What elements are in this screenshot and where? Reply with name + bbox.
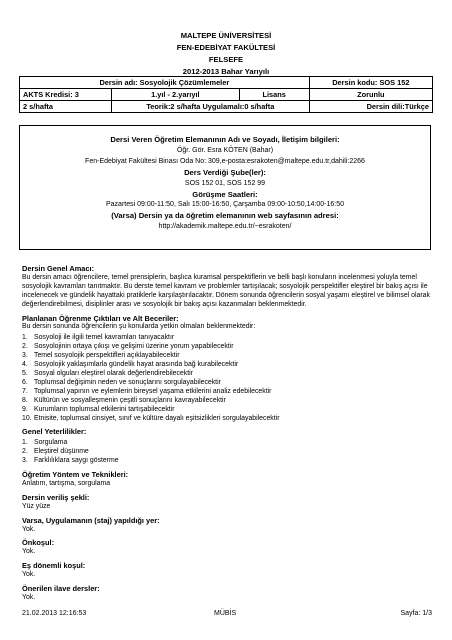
language-cell: Dersin dili:Türkçe bbox=[309, 101, 432, 113]
list-item: 3. Temel sosyolojik perspektifleri açıklayabilecektir bbox=[22, 352, 180, 360]
corequisite-text: Yok. bbox=[22, 571, 36, 579]
outcomes-intro: Bu dersin sonunda öğrencilerin şu konularda yetkin olmaları beklenmektedir: bbox=[22, 323, 256, 331]
list-item: 2. Eleştirel düşünme bbox=[22, 448, 89, 456]
internship-title: Varsa, Uygulamanın (staj) yapıldığı yer: bbox=[22, 515, 160, 525]
list-item: 10. Etnisite, toplumsal cinsiyet, sınıf ve kültüre dayalı eşitsizlikleri sorgulayabilecektir bbox=[22, 414, 280, 422]
course-type-cell: Zorunlu bbox=[309, 89, 432, 101]
list-item: 4. Sosyolojik yaklaşımlarla gündelik hayat arasında bağ kurabilecektir bbox=[22, 361, 239, 369]
office-hours-title: Görüşme Saatleri: bbox=[192, 189, 258, 199]
outcomes-list bbox=[22, 334, 434, 423]
delivery-title: Dersin veriliş şekli: bbox=[22, 492, 90, 502]
methods-text: Anlatım, tartışma, sorgulama bbox=[22, 479, 111, 487]
document-header bbox=[0, 0, 452, 78]
general-competence-list bbox=[22, 439, 434, 466]
instructor-box bbox=[19, 125, 431, 250]
theory-practice-cell: Teorik:2 s/hafta Uygulamalı:0 s/hafta bbox=[112, 101, 310, 113]
course-code-cell: Dersin kodu: SOS 152 bbox=[309, 77, 432, 89]
prerequisite-text: Yok. bbox=[22, 548, 36, 556]
instructor-title: Dersi Veren Öğretim Elemanının Adı ve Soyadı, İletişim bilgileri: bbox=[110, 135, 340, 144]
branch-list: SOS 152 01, SOS 152 99 bbox=[184, 179, 266, 187]
footer-system: MÜBİS bbox=[214, 610, 237, 617]
course-info-table bbox=[19, 76, 433, 113]
weekly-hours-cell: 2 s/hafta bbox=[20, 101, 112, 113]
level-cell: Lisans bbox=[239, 89, 309, 101]
recommended-text: Yok. bbox=[22, 594, 36, 601]
footer-page-number: Sayfa: 1/3 bbox=[400, 610, 432, 617]
faculty-name: FEN-EDEBİYAT FAKÜLTESİ bbox=[176, 43, 276, 52]
instructor-name: Öğr. Gör. Esra KÖTEN (Bahar) bbox=[176, 146, 274, 154]
prerequisite-title: Önkoşul: bbox=[22, 538, 55, 548]
aim-text: Bu dersin amacı öğrencilere, temel prensiplerin, başlıca kuramsal perspektiflerin ve belli başlı konuların incelenmesi yoluyla temel sosyolojik kavramları tanıtmaktır. Bu derste temel kavram ve problemler tartışılacak; sosyolojik perspektifler eleştirel bir bakış açısı ile incelenecek ve gündelik hayattaki pratiklerle karşılaştırılacaktır. Dönem sonunda öğrencilerin sosyal yaşamı eleştirel ve bilimsel olarak değerlendirebilmesi, disiplinler arası ve sosyolojik bir bakış açısı kazanmaları beklenmektedir. bbox=[22, 273, 430, 308]
recommended-title: Önerilen ilave dersler: bbox=[22, 584, 100, 594]
course-name-cell: Dersin adı: Sosyolojik Çözümlemeler bbox=[20, 77, 310, 89]
corequisite-title: Eş dönemli koşul: bbox=[22, 561, 86, 571]
web-title: (Varsa) Dersin ya da öğretim elemanının web sayfasının adresi: bbox=[111, 211, 339, 221]
university-name: MALTEPE ÜNİVERSİTESİ bbox=[180, 31, 272, 40]
list-item: 1. Sosyoloji ile ilgili temel kavramları tanıyacaktır bbox=[22, 334, 175, 342]
department-name: FELSEFE bbox=[208, 55, 244, 64]
footer-date: 21.02.2013 12:16:53 bbox=[22, 610, 87, 617]
instructor-address: Fen-Edebiyat Fakültesi Binası Oda No: 309,e-posta:esrakoten@maltepe.edu.tr,dahili:2266 bbox=[85, 157, 365, 165]
aim-title: Dersin Genel Amacı: bbox=[22, 264, 95, 273]
outcomes-title: Planlanan Öğrenme Çıktıları ve Alt Beceriler: bbox=[22, 313, 179, 323]
list-item: 8. Kültürün ve sosyalleşmenin çeşitli sonuçlarını kavrayabilecektir bbox=[22, 396, 226, 404]
akts-cell: AKTS Kredisi: 3 bbox=[20, 89, 112, 101]
general-competence-title: Genel Yeterlilikler: bbox=[22, 427, 87, 437]
delivery-text: Yüz yüze bbox=[22, 502, 51, 510]
list-item: 9. Kurumların toplumsal etkilerini tartışabilecektir bbox=[22, 405, 175, 413]
office-hours: Pazartesi 09:00-11:50, Salı 15:00-16:50, Çarşamba 09:00-10:50,14:00-16:50 bbox=[105, 201, 345, 209]
internship-text: Yok. bbox=[22, 525, 36, 533]
term-name: 2012-2013 Bahar Yarıyılı bbox=[182, 67, 270, 76]
list-item: 5. Sosyal olguları eleştirel olarak değerlendirebilecektir bbox=[22, 369, 193, 377]
list-item: 2. Sosyolojinin ortaya çıkışı ve gelişimi üzerine yorum yapabilecektir bbox=[22, 343, 234, 351]
list-item: 7. Toplumsal yapının ve eylemlerin bireysel yaşama etkilerini analiz edebilecektir bbox=[22, 387, 272, 395]
list-item: 1. Sorgulama bbox=[22, 439, 68, 447]
methods-title: Öğretim Yöntem ve Teknikleri: bbox=[22, 470, 129, 480]
web-link[interactable]: http://akademik.maltepe.edu.tr/~esrakoten/ bbox=[158, 223, 292, 231]
course-content bbox=[22, 260, 434, 603]
year-term-cell: 1.yıl - 2.yarıyıl bbox=[112, 89, 240, 101]
branch-title: Ders Verdiği Şube(ler): bbox=[184, 167, 266, 177]
list-item: 3. Farklılıklara saygı gösterme bbox=[22, 457, 119, 465]
list-item: 6. Toplumsal değişimin neden ve sonuçlarını sorgulayabilecektir bbox=[22, 378, 221, 386]
